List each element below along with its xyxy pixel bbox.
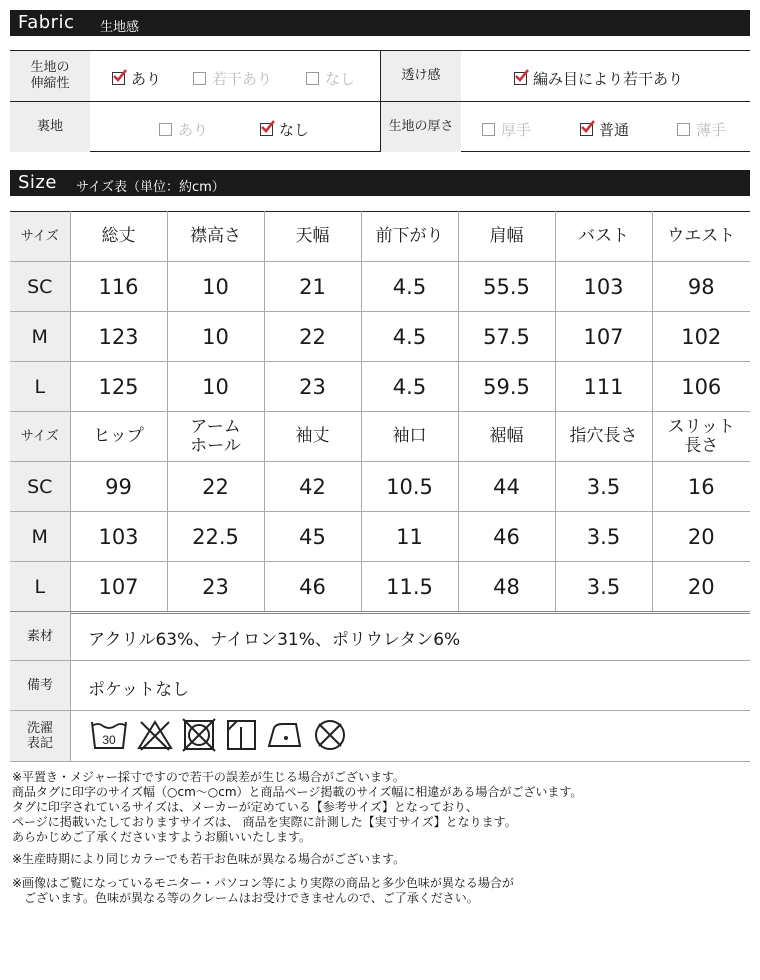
checkbox-empty-icon <box>482 123 495 136</box>
size-cell: 23 <box>167 562 264 613</box>
size-cell: 10 <box>167 362 264 412</box>
thickness-option-label: 厚手 <box>501 121 532 139</box>
note-3: ※生産時期により同じカラーでも若干お色味が異なる場合がございます。 <box>12 852 406 866</box>
size-cell: 125 <box>70 362 167 412</box>
size-cell: 106 <box>652 362 750 412</box>
size-cell: 10 <box>167 312 264 362</box>
stretch-option-label: 若干あり <box>212 70 273 88</box>
size-cell: 48 <box>458 562 555 613</box>
thickness-option-label: 薄手 <box>696 121 727 139</box>
sheer-label: 透け感 <box>381 51 461 101</box>
size-header-row <box>10 212 750 262</box>
thickness-label: 生地の厚さ <box>381 102 461 152</box>
remarks-row <box>10 661 750 711</box>
size-cell: 21 <box>264 262 361 312</box>
size-cell: 42 <box>264 462 361 512</box>
size-cell: 20 <box>652 512 750 562</box>
size-row-label: M <box>10 312 70 362</box>
checkbox-checked-icon <box>514 72 527 85</box>
size-row-label: L <box>10 362 70 412</box>
size-column-header: 袖丈 <box>264 412 361 462</box>
stretch-label: 生地の 伸縮性 <box>10 51 90 101</box>
fabric-table <box>10 50 750 152</box>
size-table <box>10 211 750 614</box>
size-column-header: アーム ホール <box>167 412 264 462</box>
size-column-header: 天幅 <box>264 212 361 262</box>
sheer-option-label: 編み目により若干あり <box>533 70 684 88</box>
size-cell: 55.5 <box>458 262 555 312</box>
size-row-label: L <box>10 562 70 613</box>
checkbox-empty-icon <box>306 72 319 85</box>
size-cell: 111 <box>555 362 652 412</box>
checkbox-empty-icon <box>677 123 690 136</box>
care-row <box>10 711 750 762</box>
size-cell: 44 <box>458 462 555 512</box>
fabric-subtitle: 生地感 <box>100 20 140 35</box>
size-column-header: 肩幅 <box>458 212 555 262</box>
no-bleach-icon <box>137 718 173 752</box>
stretch-option-label: なし <box>325 70 356 88</box>
sheer-option <box>514 68 683 89</box>
size-header-bar <box>10 170 750 196</box>
size-cell: 22 <box>167 462 264 512</box>
size-cell: 103 <box>555 262 652 312</box>
iron-low-icon <box>266 718 304 752</box>
stretch-option-none <box>306 68 355 89</box>
size-cell: 99 <box>70 462 167 512</box>
size-cell: 23 <box>264 362 361 412</box>
size-cell: 116 <box>70 262 167 312</box>
fabric-row-1 <box>10 51 750 101</box>
wash-30-icon <box>90 718 128 752</box>
fabric-title: Fabric <box>18 12 75 33</box>
size-cell: 3.5 <box>555 512 652 562</box>
stretch-option-yes <box>112 68 161 89</box>
thickness-option-thick <box>482 119 531 140</box>
size-cell: 4.5 <box>361 262 458 312</box>
remarks-label: 備考 <box>10 661 71 710</box>
size-cell: 103 <box>70 512 167 562</box>
size-cell: 3.5 <box>555 562 652 613</box>
care-icons <box>90 718 347 752</box>
size-column-header: ヒップ <box>70 412 167 462</box>
material-row <box>10 612 750 661</box>
size-cell: 107 <box>555 312 652 362</box>
fabric-header-bar <box>10 10 750 36</box>
lining-option-label: あり <box>178 121 209 139</box>
size-header-label: サイズ <box>10 412 70 462</box>
size-cell: 107 <box>70 562 167 613</box>
size-title: Size <box>18 172 57 193</box>
size-column-header: 裾幅 <box>458 412 555 462</box>
size-row-label: M <box>10 512 70 562</box>
size-row <box>10 512 750 562</box>
thickness-option-thin <box>677 119 726 140</box>
line-dry-shade-icon <box>225 718 257 752</box>
size-cell: 16 <box>652 462 750 512</box>
checkbox-checked-icon <box>112 72 125 85</box>
size-cell: 10 <box>167 262 264 312</box>
size-cell: 123 <box>70 312 167 362</box>
size-cell: 11 <box>361 512 458 562</box>
size-cell: 11.5 <box>361 562 458 613</box>
lining-option-label: なし <box>279 121 310 139</box>
size-row <box>10 312 750 362</box>
thickness-option-label: 普通 <box>599 121 630 139</box>
size-row-label: SC <box>10 262 70 312</box>
size-column-header: 前下がり <box>361 212 458 262</box>
size-cell: 102 <box>652 312 750 362</box>
thickness-option-normal <box>580 119 629 140</box>
size-cell: 59.5 <box>458 362 555 412</box>
size-cell: 4.5 <box>361 362 458 412</box>
stretch-option-slight <box>193 68 272 89</box>
size-cell: 46 <box>458 512 555 562</box>
size-column-header: ウエスト <box>652 212 750 262</box>
size-column-header: 指穴長さ <box>555 412 652 462</box>
checkbox-checked-icon <box>260 123 273 136</box>
size-column-header: 襟高さ <box>167 212 264 262</box>
note-2: 商品タグに印字のサイズ幅（○cm〜○cm）と商品ページ掲載のサイズ幅に相違がある場合がございます。 タグに印字されているサイズは、メーカーが定めている【参考サイズ】となっており、 ページに掲載いたしておりますサイズは、 商品を実際に計測した【実寸サイズ】となります。 あらかじめご了承くださいますようお願いいたします。 <box>12 785 583 844</box>
size-cell: 98 <box>652 262 750 312</box>
size-cell: 20 <box>652 562 750 613</box>
size-cell: 45 <box>264 512 361 562</box>
size-column-header: 総丈 <box>70 212 167 262</box>
size-cell: 3.5 <box>555 462 652 512</box>
fabric-row-2 <box>10 101 750 152</box>
checkbox-empty-icon <box>159 123 172 136</box>
size-column-header: スリット 長さ <box>652 412 750 462</box>
material-value: アクリル63%、ナイロン31%、ポリウレタン6% <box>88 630 461 650</box>
size-column-header: 袖口 <box>361 412 458 462</box>
lining-label: 裏地 <box>10 102 90 152</box>
no-tumble-dry-icon <box>182 718 216 752</box>
no-dry-clean-icon <box>313 718 347 752</box>
note-4: ※画像はご覧になっているモニター・パソコン等により実際の商品と多少色味が異なる場合が ございます。色味が異なる等のクレームはお受けできませんので、ご了承ください。 <box>12 876 514 905</box>
size-cell: 10.5 <box>361 462 458 512</box>
checkbox-empty-icon <box>193 72 206 85</box>
care-label: 洗濯 表記 <box>10 711 71 761</box>
checkbox-checked-icon <box>580 123 593 136</box>
size-row-label: SC <box>10 462 70 512</box>
size-column-header: バスト <box>555 212 652 262</box>
size-header-row <box>10 412 750 462</box>
size-cell: 22 <box>264 312 361 362</box>
remarks-value: ポケットなし <box>88 680 190 700</box>
size-cell: 46 <box>264 562 361 613</box>
wash-temp-label: 30 <box>102 733 116 747</box>
material-label: 素材 <box>10 612 71 660</box>
size-row <box>10 562 750 613</box>
note-1: ※平置き・メジャー採寸ですので若干の誤差が生じる場合がございます。 <box>12 770 405 784</box>
size-cell: 22.5 <box>167 512 264 562</box>
size-header-label: サイズ <box>10 212 70 262</box>
stretch-option-label: あり <box>131 70 162 88</box>
lining-option-yes <box>159 119 208 140</box>
size-row <box>10 262 750 312</box>
size-row <box>10 362 750 412</box>
size-subtitle: サイズ表（単位：約cm） <box>76 180 225 195</box>
size-row <box>10 462 750 512</box>
size-cell: 4.5 <box>361 312 458 362</box>
lining-option-no <box>260 119 309 140</box>
size-cell: 57.5 <box>458 312 555 362</box>
